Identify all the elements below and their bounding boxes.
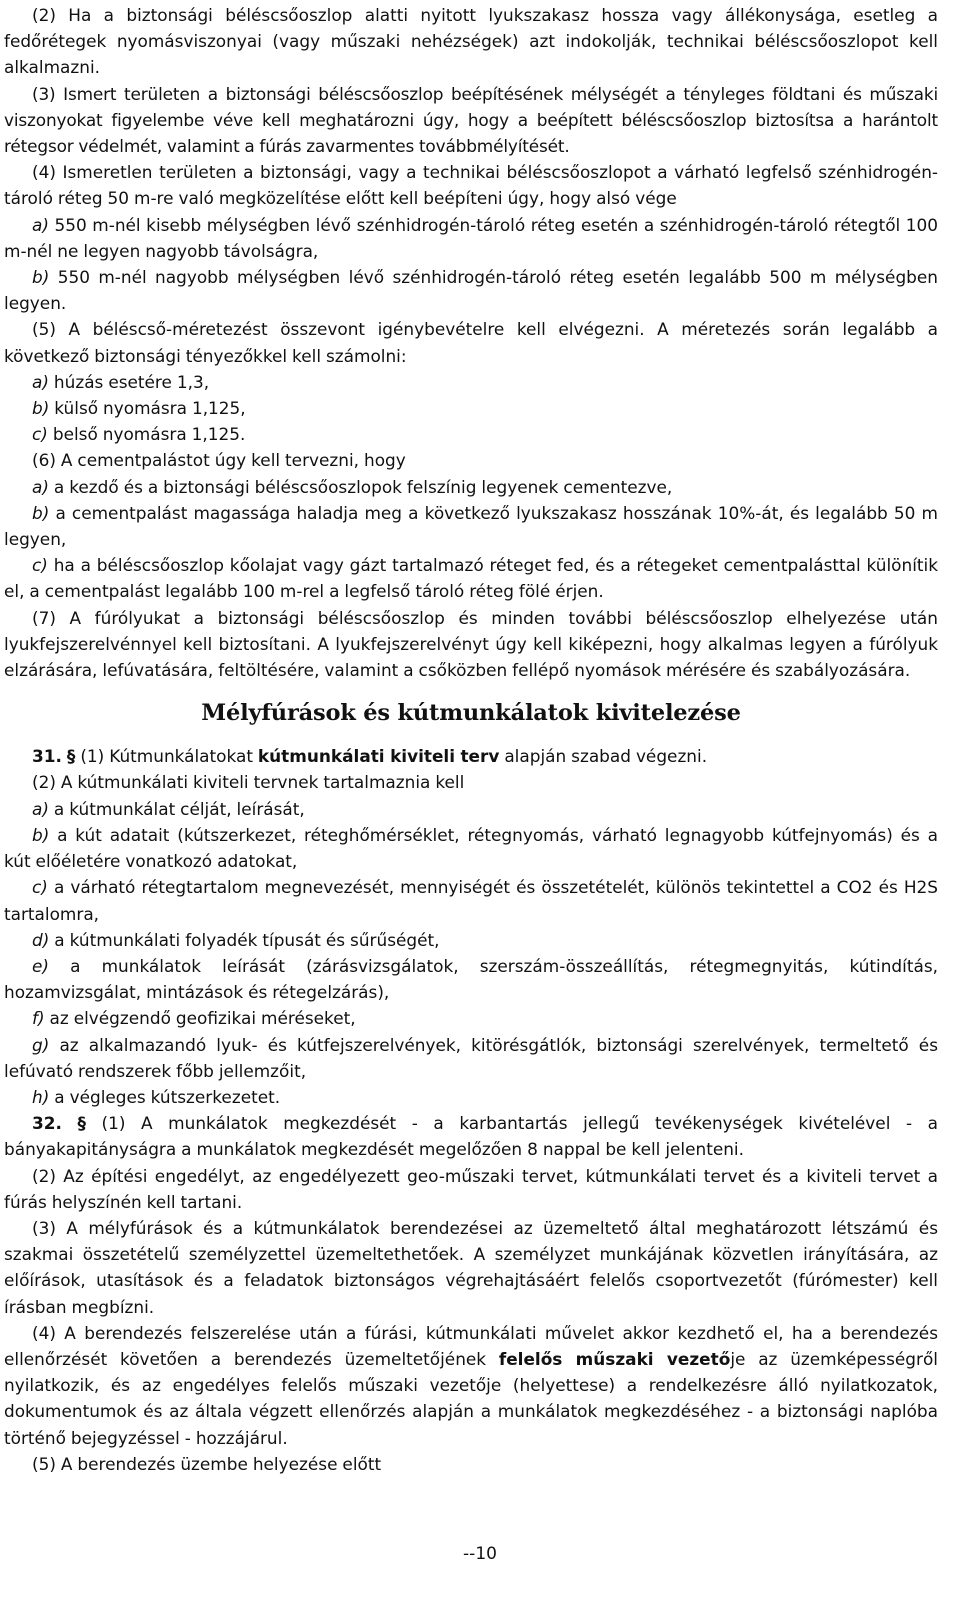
list-text: a kútmunkálati folyadék típusát és sűrűségét, (49, 929, 440, 950)
list-item-31c (4, 874, 938, 926)
list-text: húzás esetére 1,3, (48, 371, 210, 392)
paragraph-7: (7) A fúrólyukat a biztonsági béléscsőoszlop és minden további béléscsőoszlop elhelyezése után lyukfejszerelvénnyel kell biztosítani. A lyukfejszerelvényt úgy kell kiképezni, hogy alkalmas legyen a fúrólyuk elzárására, lefúvatására, feltöltésére, valamint a csőközben fellépő nyomások mérésére és szabályozására. (4, 607, 938, 681)
list-label: f) (32, 1008, 45, 1029)
list-item-4a (4, 212, 938, 264)
list-item-31b (4, 822, 938, 874)
list-item-31e (4, 953, 938, 1005)
list-item-5a (4, 369, 938, 395)
list-label: a) (32, 214, 49, 235)
section-sign: § (66, 746, 76, 767)
list-label: c) (32, 555, 48, 576)
list-label: c) (32, 877, 48, 898)
list-text: a várható rétegtartalom megnevezését, mennyiségét és összetételét, különös tekintettel a CO2 és H2S tartalomra, (4, 877, 938, 924)
list-label: g) (32, 1034, 50, 1055)
paragraph-6: (6) A cementpalástot úgy kell tervezni, hogy (32, 450, 406, 471)
list-text: 550 m-nél kisebb mélységben lévő szénhidrogén-tároló réteg esetén a szénhidrogén-tároló rétegtől 100 m-nél ne legyen nagyobb távolságra, (4, 214, 938, 261)
section-text: (4) A berendezés felszerelése után a fúrási, kútmunkálati művelet akkor kezdhető el, ha a berendezés ellenőrzését követően a berendezés üzemeltetőjének (4, 1322, 938, 1369)
list-item-31h (4, 1084, 938, 1110)
list-text: a cementpalást magassága haladja meg a következő lyukszakasz hosszának 10%-át, és legalább 50 m legyen, (4, 502, 938, 550)
list-text: a kezdő és a biztonsági béléscsőoszlopok felszínig legyenek cementezve, (48, 476, 673, 497)
list-label: a) (32, 371, 49, 392)
section-number: 32. (32, 1113, 62, 1134)
list-item-6a (4, 474, 938, 500)
document-page (4, 2, 938, 1477)
list-text: az alkalmazandó lyuk- és kútfejszerelvények, kitörésgátlók, biztonsági szerelvények, termeltető és lefúvató rendszerek főbb jellemzőit, (4, 1034, 938, 1081)
list-item-31d (4, 927, 938, 953)
list-text: belső nyomásra 1,125. (47, 424, 246, 445)
list-text: a munkálatok leírását (zárásvizsgálatok, szerszám-összeállítás, rétegmegnyitás, kútindítás, hozamvizsgálat, mintázások és rétegelzárás), (4, 955, 938, 1003)
list-label: b) (32, 398, 50, 419)
section-32-paragraph-1 (4, 1110, 938, 1162)
list-label: a) (32, 476, 49, 497)
section-sign: § (77, 1113, 86, 1134)
list-text: az elvégzendő geofizikai méréseket, (44, 1008, 356, 1029)
section-number: 31. (32, 746, 62, 767)
list-label: h) (32, 1086, 50, 1107)
list-text: külső nyomásra 1,125, (49, 398, 246, 419)
paragraph-4: (4) Ismeretlen területen a biztonsági, vagy a technikai béléscsőoszlopot a várható legfelső szénhidrogén-tároló réteg 50 m-re való megközelítése előtt kell beépíteni úgy, hogy alsó vége (4, 162, 938, 209)
bold-term: kútmunkálati kiviteli terv (257, 746, 500, 767)
section-31-paragraph-2: (2) A kútmunkálati kiviteli tervnek tartalmaznia kell (32, 772, 465, 793)
list-item-31f (4, 1005, 938, 1031)
list-text: a kút adatait (kútszerkezet, réteghőmérséklet, rétegnyomás, várható legnagyobb kútfejnyomás) és a kút előéletére vonatkozó adatokat, (4, 824, 938, 872)
section-32-paragraph-3: (3) A mélyfúrások és a kútmunkálatok berendezései az üzemeltető által meghatározott létszámú és szakmai összetételű személyzettel üzemeltethetőek. A személyzet munkájának közvetlen irányítására, az előírások, utasítások és a feladatok biztonságos végrehajtásáért felelős csoportvezetőt (fúrómester) kell írásban megbízni. (4, 1217, 938, 1317)
list-label: b) (32, 824, 50, 845)
section-32-paragraph-2: (2) Az építési engedélyt, az engedélyezett geo-műszaki tervet, kútmunkálati tervet és a kiviteli tervet a fúrás helyszínén kell tartani. (4, 1165, 938, 1212)
list-item-31a (4, 796, 938, 822)
section-31-paragraph-1 (4, 743, 938, 769)
list-item-4b (4, 264, 938, 316)
list-item-6b (4, 500, 938, 552)
paragraph-3: (3) Ismert területen a biztonsági béléscsőoszlop beépítésének mélységét a tényleges földtani és műszaki viszonyokat figyelembe véve kell meghatározni úgy, hogy a beépített béléscsőoszlop biztosítsa a harántolt rétegsor védelmét, valamint a fúrás zavarmentes továbbmélyítését. (4, 83, 938, 157)
list-label: b) (32, 502, 50, 523)
list-text: 550 m-nél nagyobb mélységben lévő szénhidrogén-tároló réteg esetén legalább 500 m mélységben legyen. (4, 267, 938, 314)
page-number: --10 (463, 1544, 497, 1564)
section-text: (1) A munkálatok megkezdését - a karbantartás jellegű tevékenységek kivételével - a bányakapitányságra a munkálatok megkezdését megelőzően 8 nappal be kell jelenteni. (4, 1113, 938, 1160)
list-item-5b (4, 395, 938, 421)
paragraph-2: (2) Ha a biztonsági béléscsőoszlop alatti nyitott lyukszakasz hossza vagy állékonysága, esetleg a fedőrétegek nyomásviszonyai (vagy műszaki nehézségek) azt indokolják, technikai béléscsőoszlopot kell alkalmazni. (4, 5, 938, 78)
section-32-paragraph-5: (5) A berendezés üzembe helyezése előtt (32, 1453, 382, 1474)
section-heading: Mélyfúrások és kútmunkálatok kivitelezése (201, 700, 741, 727)
bold-term: felelős műszaki vezető (498, 1348, 731, 1369)
list-text: ha a béléscsőoszlop kőolajat vagy gázt tartalmazó réteget fed, és a rétegeket cementpalásttal különítik el, a cementpalást legalább 100 m-rel a legfelső tároló réteg fölé érjen. (4, 555, 938, 602)
list-text: a végleges kútszerkezetet. (49, 1086, 281, 1107)
list-label: a) (32, 798, 49, 819)
paragraph-5: (5) A béléscső-méretezést összevont igénybevételre kell elvégezni. A méretezés során legalább a következő biztonsági tényezőkkel kell számolni: (4, 319, 938, 366)
section-32-paragraph-4 (4, 1320, 938, 1451)
section-text: je az üzemképességről nyilatkozik, és az engedélyes felelős műszaki vezetője (helyettese) a rendelkezésre álló nyilatkozatok, dokumentumok és az általa végzett ellenőrzés alapján a munkálatok megkezdéséhez - a biztonsági naplóba történő bejegyzéssel - hozzájárul. (4, 1348, 938, 1448)
section-text: (1) Kútmunkálatokat (75, 746, 258, 767)
section-heading-wrapper (4, 683, 938, 743)
list-label: e) (32, 955, 49, 976)
list-label: d) (32, 929, 50, 950)
list-item-31g (4, 1032, 938, 1084)
list-text: a kútmunkálat célját, leírását, (48, 798, 305, 819)
list-item-5c (4, 421, 938, 447)
section-text: alapján szabad végezni. (499, 746, 708, 767)
list-label: b) (32, 267, 50, 288)
list-item-6c (4, 552, 938, 604)
list-label: c) (32, 424, 48, 445)
